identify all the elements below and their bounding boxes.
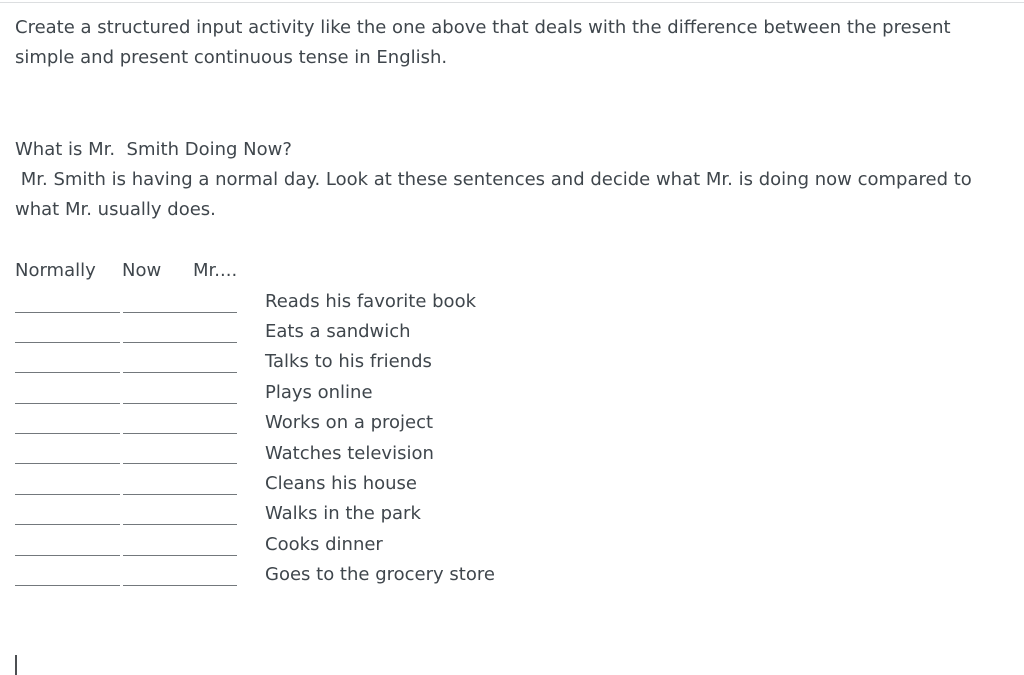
blank-line-normally[interactable] xyxy=(15,312,120,313)
activity-item-label: Walks in the park xyxy=(265,503,421,525)
cursor-line xyxy=(15,651,1009,675)
column-header-row xyxy=(15,256,1009,286)
activity-row xyxy=(15,439,1009,469)
blank-line-normally[interactable] xyxy=(15,585,120,586)
blank-line-normally[interactable] xyxy=(15,342,120,343)
activity-item-label: Reads his favorite book xyxy=(265,290,476,312)
activity-row xyxy=(15,499,1009,529)
blank-line-normally[interactable] xyxy=(15,463,120,464)
blank-line-now[interactable] xyxy=(123,433,237,434)
activity-item-label: Cleans his house xyxy=(265,472,417,494)
column-header-mr: Mr.... xyxy=(193,260,238,282)
blank-line-normally[interactable] xyxy=(15,524,120,525)
activity-item-label: Eats a sandwich xyxy=(265,320,411,342)
activity-row xyxy=(15,560,1009,590)
blank-line-normally[interactable] xyxy=(15,372,120,373)
activity-item-label: Goes to the grocery store xyxy=(265,564,495,586)
activity-title: What is Mr. Smith Doing Now? xyxy=(15,138,292,160)
activity-row xyxy=(15,347,1009,377)
activity-row xyxy=(15,287,1009,317)
blank-line-now[interactable] xyxy=(123,494,237,495)
blank-line-now[interactable] xyxy=(123,585,237,586)
blank-line-normally[interactable] xyxy=(15,555,120,556)
blank-line-now[interactable] xyxy=(123,342,237,343)
activity-instructions: Mr. Smith is having a normal day. Look at these sentences and decide what Mr. is doing now compared to what Mr. usually does. xyxy=(15,169,978,221)
blank-line-normally[interactable] xyxy=(15,494,120,495)
blank-line-now[interactable] xyxy=(123,403,237,404)
blank-line-now[interactable] xyxy=(123,555,237,556)
blank-line-normally[interactable] xyxy=(15,433,120,434)
activity-row xyxy=(15,317,1009,347)
blank-line-now[interactable] xyxy=(123,524,237,525)
activity-row xyxy=(15,408,1009,438)
column-header-normally: Normally xyxy=(15,260,96,282)
activity-item-label: Watches television xyxy=(265,442,434,464)
blank-line-now[interactable] xyxy=(123,372,237,373)
blank-line-normally[interactable] xyxy=(15,403,120,404)
activity-item-label: Cooks dinner xyxy=(265,533,383,555)
activity-item-label: Talks to his friends xyxy=(265,351,432,373)
activity-item-label: Works on a project xyxy=(265,412,434,434)
activity-row xyxy=(15,378,1009,408)
top-divider xyxy=(0,2,1024,4)
text-caret[interactable] xyxy=(15,655,17,675)
activity-row xyxy=(15,530,1009,560)
prompt-paragraph: Create a structured input activity like the one above that deals with the difference between the present simple and present continuous tense in English. xyxy=(15,17,957,69)
blank-line-now[interactable] xyxy=(123,463,237,464)
column-header-now: Now xyxy=(122,260,162,282)
activity-rows xyxy=(15,287,1009,591)
blank-line-now[interactable] xyxy=(123,312,237,313)
activity-item-label: Plays online xyxy=(265,381,373,403)
activity-row xyxy=(15,469,1009,499)
